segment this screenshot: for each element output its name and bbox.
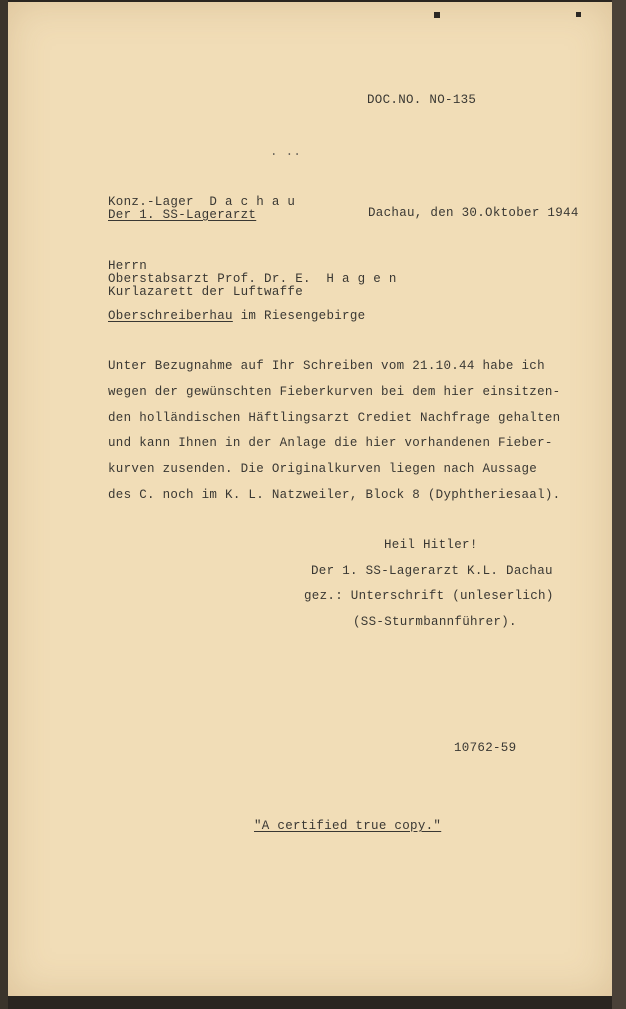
scan-left-edge xyxy=(0,0,8,1009)
addressee-salutation: Herrn xyxy=(108,259,148,273)
place-date: Dachau, den 30.Oktober 1944 xyxy=(368,206,579,220)
reference-number: 10762-59 xyxy=(454,741,517,755)
doc-number: DOC.NO. NO-135 xyxy=(367,93,477,107)
body-line-2: wegen der gewünschten Fieberkurven bei dem hier einsitzen- xyxy=(108,385,561,399)
addressee-institution: Kurlazarett der Luftwaffe xyxy=(108,285,304,299)
scan-right-edge xyxy=(612,0,626,1009)
addressee-name: Oberstabsarzt Prof. Dr. E. H a g e n xyxy=(108,272,397,286)
faint-mark: . .. xyxy=(270,145,302,159)
addressee-location-rest: im Riesengebirge xyxy=(232,309,366,323)
punch-mark-right xyxy=(576,12,581,17)
addressee-location-underlined: Oberschreiberhau xyxy=(108,309,233,323)
certification-note: "A certified true copy." xyxy=(254,819,442,833)
sender-line2: Der 1. SS-Lagerarzt xyxy=(108,208,257,222)
body-line-3: den holländischen Häftlingsarzt Crediet Nachfrage gehalten xyxy=(108,411,561,425)
closing-rank: (SS-Sturmbannführer). xyxy=(353,615,517,629)
body-line-5: kurven zusenden. Die Originalkurven liegen nach Aussage xyxy=(108,462,538,476)
body-line-1: Unter Bezugnahme auf Ihr Schreiben vom 21.10.44 habe ich xyxy=(108,359,545,373)
punch-mark-top xyxy=(434,12,440,18)
closing-greeting: Heil Hitler! xyxy=(384,538,478,552)
document-page xyxy=(8,2,612,996)
body-line-4: und kann Ihnen in der Anlage die hier vorhandenen Fieber- xyxy=(108,436,553,450)
body-line-6: des C. noch im K. L. Natzweiler, Block 8 (Dyphtheriesaal). xyxy=(108,488,561,502)
closing-signature: gez.: Unterschrift (unleserlich) xyxy=(304,589,554,603)
sender-line1: Konz.-Lager D a c h a u xyxy=(108,195,296,209)
addressee-location xyxy=(108,309,365,323)
closing-signer: Der 1. SS-Lagerarzt K.L. Dachau xyxy=(311,564,553,578)
